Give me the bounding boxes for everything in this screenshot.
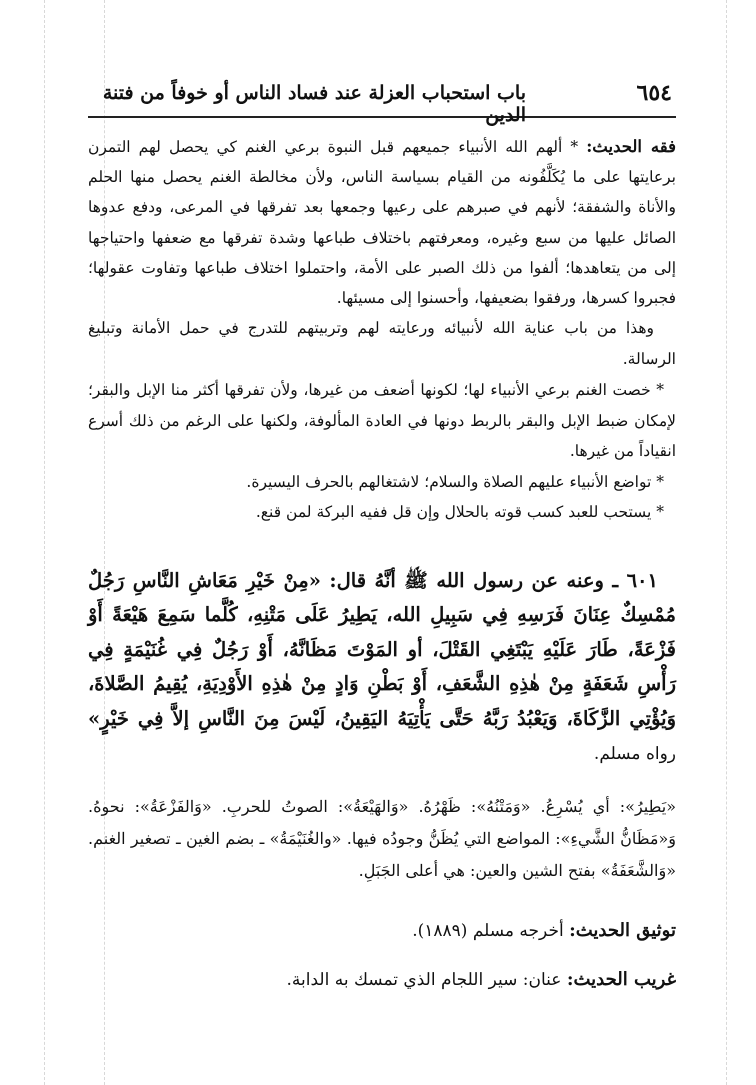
gharib-label: غريب الحديث: bbox=[566, 969, 676, 991]
page-body bbox=[88, 132, 676, 1013]
hadith-601 bbox=[88, 564, 676, 772]
left-margin-line bbox=[44, 0, 45, 1085]
running-header bbox=[88, 78, 676, 126]
tawthiq-line bbox=[88, 915, 676, 947]
fiqh-text: * ألهم الله الأنبياء جميعهم قبل النبوة برعي الغنم كي يحصل لهم التمرن برعايتها على ما يُكَلَّفُونه من القيام بسياسة الناس، ولأن مخالطة الغنم يحصل منها الحلم والأناة والشفقة؛ لأنهم في صبرهم على رعيها وجمعها بعد تفرقها في المرعى، ودفع عدوها الصائل عليها من سبع وغيره، ومعرفتهم باختلاف طباعها وشدة تفرقها مع ضعفها واحتياجها إلى من يتعاهدها؛ ألفوا من ذلك الصبر على الأمة، واحتملوا اختلاف طباعها وتفاوت عقولها؛ فجبروا كسرها، ورفقوا بضعيفها، وأحسنوا إلى مسيئها. bbox=[88, 138, 676, 308]
fiqh-paragraph bbox=[88, 132, 676, 313]
hadith-text: ٦٠١ ـ وعنه عن رسول الله ﷺ أنَّهُ قال: «مِنْ خَيْرِ مَعَاشِ النَّاسِ رَجُلٌ مُمْسِكٌ عِنَانَ فَرَسِهِ فِي سَبِيلِ الله، يَطِيرُ عَلَى مَتْنِهِ، كُلَّما سَمِعَ هَيْعَةً أَوْ فَزْعَةً، طَارَ عَلَيْهِ يَبْتَغِي القَتْلَ، أو المَوْتَ مَظَانَّهُ، أَوْ رَجُلٌ فِي غُنَيْمَةٍ فِي رَأْسِ شَعَفَةٍ مِنْ هٰذِهِ الشَّعَفِ، أَوْ بَطْنِ وَادٍ مِنْ هٰذِهِ الأَوْدِيَةِ، يُقِيمُ الصَّلاةَ، وَيُؤْتِي الزَّكَاةَ، وَيَعْبُدُ رَبَّهُ حَتَّى يَأْتِيَهُ اليَقِينُ، لَيْسَ مِنَ النَّاسِ إلاَّ فِي خَيْرٍ» bbox=[88, 568, 676, 730]
page-number: ٦٥٤ bbox=[636, 80, 672, 106]
fiqh-label: فقه الحديث: bbox=[586, 137, 676, 156]
bullet-humility: * تواضع الأنبياء عليهم الصلاة والسلام؛ لاشتغالهم بالحرف اليسيرة. bbox=[246, 472, 664, 491]
tawthiq-text: أخرجه مسلم (١٨٨٩). bbox=[412, 921, 564, 942]
hadith-gloss: «يَطِيرُ»: أي يُسْرِعُ. «وَمَتْنُهُ»: ظَهْرُهُ. «وَالهَيْعَةُ»: الصوتُ للحربِ. «وَالفَزْعَةُ»: نحوهُ. وَ«مَظَانُّ الشَّيءِ»: المواضع التي يُظَنُّ وجودُه فيها. «والغُنَيْمَةُ» ـ بضم الغين ـ تصغير الغنم. «وَالشَّعَفَةُ» بفتح الشين والعين: هي أعلى الجَبَلِ. bbox=[88, 797, 676, 881]
hadith-source: رواه مسلم. bbox=[593, 744, 676, 765]
bullet-livelihood: * يستحب للعبد كسب قوته بالحلال وإن قل ففيه البركة لمن قنع. bbox=[255, 503, 664, 522]
chapter-title: باب استحباب العزلة عند فساد الناس أو خوفاً من فتنة الدين bbox=[102, 82, 526, 126]
right-margin-line bbox=[726, 0, 727, 1085]
care-paragraph: وهذا من باب عناية الله لأنبيائه ورعايته لهم وتربيتهم للتدرج في حمل الأمانة وتبليغ الرسالة. bbox=[88, 319, 676, 369]
gharib-line bbox=[88, 964, 676, 996]
bullet-sheep: * خصت الغنم برعي الأنبياء لها؛ لكونها أضعف من غيرها، ولأن تفرقها أكثر منا الإبل والبقر؛ لإمكان ضبط الإبل والبقر بالربط دونها في العادة المألوفة، ولكنها على الرغم من ذلك أسرع انقياداً من غيرها. bbox=[88, 381, 676, 461]
tawthiq-label: توثيق الحديث: bbox=[569, 920, 676, 942]
gharib-text: عنان: سير اللجام الذي تمسك به الدابة. bbox=[286, 970, 562, 991]
